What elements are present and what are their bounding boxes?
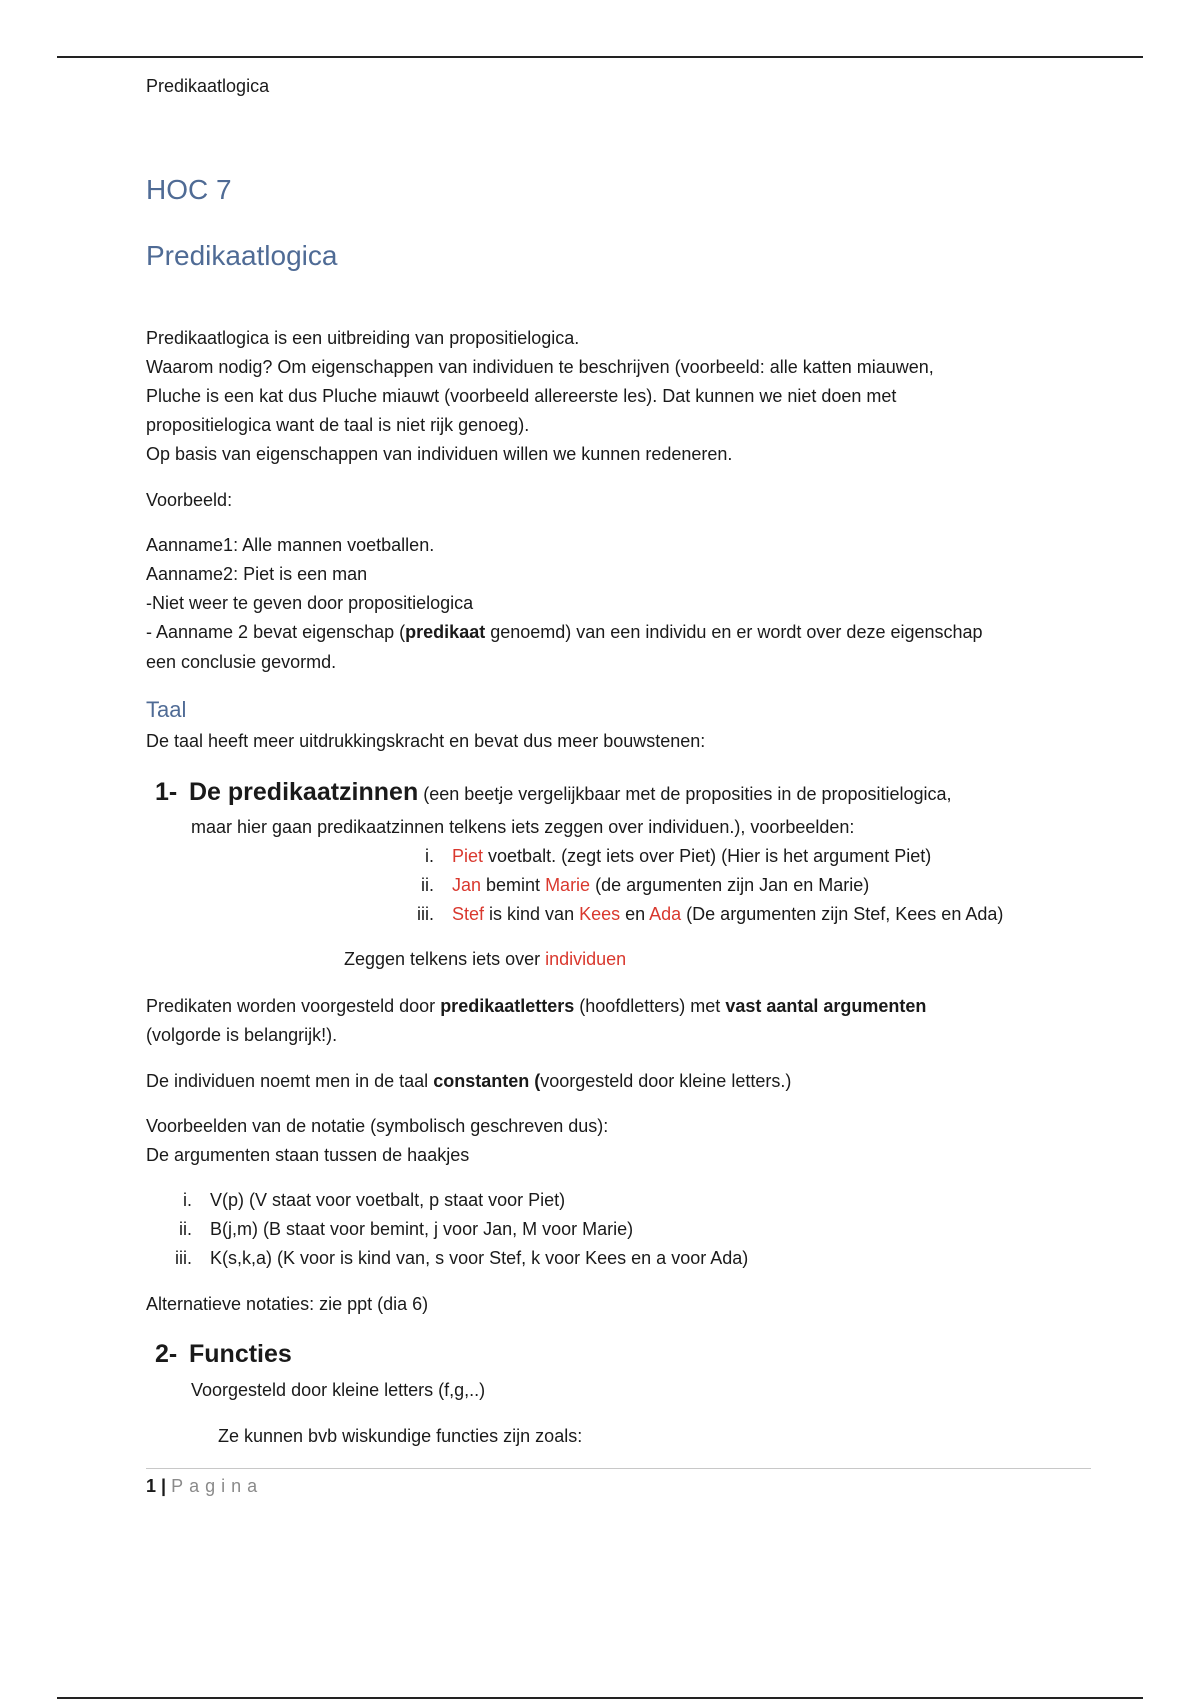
argument-name: Piet xyxy=(452,846,484,866)
note-2-post: genoemd) van een individu en er wordt over deze eigenschap xyxy=(485,622,983,642)
notation-item xyxy=(156,1244,748,1273)
page-footer xyxy=(146,1472,263,1501)
individuals-note xyxy=(344,945,626,974)
notation-roman: ii. xyxy=(179,1219,192,1239)
argument-name: Kees xyxy=(579,904,621,924)
notation-roman: i. xyxy=(183,1190,192,1210)
section-2-line-2: Ze kunnen bvb wiskundige functies zijn zoals: xyxy=(218,1426,583,1446)
constants-text: De individuen noemt men in de taal xyxy=(146,1071,434,1091)
footer-separator: | xyxy=(156,1476,172,1496)
note-2 xyxy=(146,618,983,647)
note-1: -Niet weer te geven door propositielogica xyxy=(146,593,474,613)
footer-page-number: 1 xyxy=(146,1476,157,1496)
predicates-bold: vast aantal argumenten xyxy=(725,996,927,1016)
item-roman: iii. xyxy=(417,904,434,924)
alternative-notations: Alternatieve notaties: zie ppt (dia 6) xyxy=(146,1294,429,1314)
argument-name: Jan xyxy=(452,875,482,895)
section-2-line-1: Voorgesteld door kleine letters (f,g,..) xyxy=(191,1380,486,1400)
notation-text: V(p) (V staat voor voetbalt, p staat voor Piet) xyxy=(210,1190,566,1210)
note-2-bold: predikaat xyxy=(405,622,486,642)
item-text: en xyxy=(620,904,650,924)
notation-roman: iii. xyxy=(175,1248,192,1268)
notation-text: K(s,k,a) (K voor is kind van, s voor Stef, k voor Kees en a voor Ada) xyxy=(210,1248,749,1268)
predicates-bold: predikaatletters xyxy=(440,996,575,1016)
taal-text: De taal heeft meer uitdrukkingskracht en bevat dus meer bouwstenen: xyxy=(146,731,706,751)
footer-rule xyxy=(146,1468,1091,1469)
note-2-pre: - Aanname 2 bevat eigenschap ( xyxy=(146,622,406,642)
heading-title: Predikaatlogica xyxy=(146,240,338,271)
section-1-title-rest: (een beetje vergelijkbaar met de proposities in de propositielogica, xyxy=(418,784,952,804)
section-1-line-2: maar hier gaan predikaatzinnen telkens iets zeggen over individuen.), voorbeelden: xyxy=(191,817,855,837)
notation-args: De argumenten staan tussen de haakjes xyxy=(146,1145,470,1165)
predicates-text: (hoofdletters) met xyxy=(574,996,726,1016)
predicates-line-1 xyxy=(146,992,926,1021)
predicates-text: Predikaten worden voorgesteld door xyxy=(146,996,441,1016)
item-roman: i. xyxy=(425,846,434,866)
item-roman: ii. xyxy=(421,875,434,895)
example-label: Voorbeeld: xyxy=(146,490,233,510)
intro-line-2: Waarom nodig? Om eigenschappen van individuen te beschrijven (voorbeeld: alle katten miauwen, xyxy=(146,357,934,377)
list-item xyxy=(398,900,1003,929)
intro-line-4: propositielogica want de taal is niet rijk genoeg). xyxy=(146,415,530,435)
section-1-heading: De predikaatzinnen xyxy=(189,778,419,806)
assumption-2: Aanname2: Piet is een man xyxy=(146,564,368,584)
constants-line xyxy=(146,1067,791,1096)
note-3: een conclusie gevormd. xyxy=(146,652,337,672)
section-1-number: 1- xyxy=(155,778,178,806)
heading-taal: Taal xyxy=(146,697,187,722)
heading-hoc: HOC 7 xyxy=(146,174,232,205)
list-item xyxy=(398,842,931,871)
top-rule xyxy=(57,56,1143,58)
item-text: bemint xyxy=(481,875,546,895)
item-text: (de argumenten zijn Jan en Marie) xyxy=(590,875,870,895)
list-item xyxy=(398,871,869,900)
intro-line-1: Predikaatlogica is een uitbreiding van propositielogica. xyxy=(146,328,580,348)
notation-text: B(j,m) (B staat voor bemint, j voor Jan, M voor Marie) xyxy=(210,1219,634,1239)
notation-item xyxy=(156,1186,565,1215)
section-2-heading: Functies xyxy=(189,1340,292,1368)
argument-name: Marie xyxy=(545,875,591,895)
assumption-1: Aanname1: Alle mannen voetballen. xyxy=(146,535,435,555)
footer-page-label: Pagina xyxy=(171,1476,264,1496)
constants-text: voorgesteld door kleine letters.) xyxy=(540,1071,792,1091)
notation-item xyxy=(156,1215,633,1244)
page-header: Predikaatlogica xyxy=(146,76,270,96)
notation-intro: Voorbeelden van de notatie (symbolisch geschreven dus): xyxy=(146,1116,609,1136)
item-text: is kind van xyxy=(484,904,580,924)
individuals-note-text: Zeggen telkens iets over xyxy=(344,949,546,969)
intro-line-3: Pluche is een kat dus Pluche miauwt (voorbeeld allereerste les). Dat kunnen we niet doen met xyxy=(146,386,897,406)
section-2-title xyxy=(155,1337,292,1373)
intro-line-5: Op basis van eigenschappen van individuen willen we kunnen redeneren. xyxy=(146,444,733,464)
section-2-number: 2- xyxy=(155,1340,178,1368)
argument-name: Ada xyxy=(649,904,682,924)
predicates-line-2: (volgorde is belangrijk!). xyxy=(146,1025,338,1045)
constants-bold: constanten ( xyxy=(433,1071,541,1091)
item-text: voetbalt. (zegt iets over Piet) (Hier is het argument Piet) xyxy=(483,846,932,866)
bottom-rule xyxy=(57,1697,1143,1699)
argument-name: Stef xyxy=(452,904,485,924)
individuals-note-red: individuen xyxy=(545,949,627,969)
section-1-title xyxy=(155,775,952,811)
item-text: (De argumenten zijn Stef, Kees en Ada) xyxy=(681,904,1004,924)
